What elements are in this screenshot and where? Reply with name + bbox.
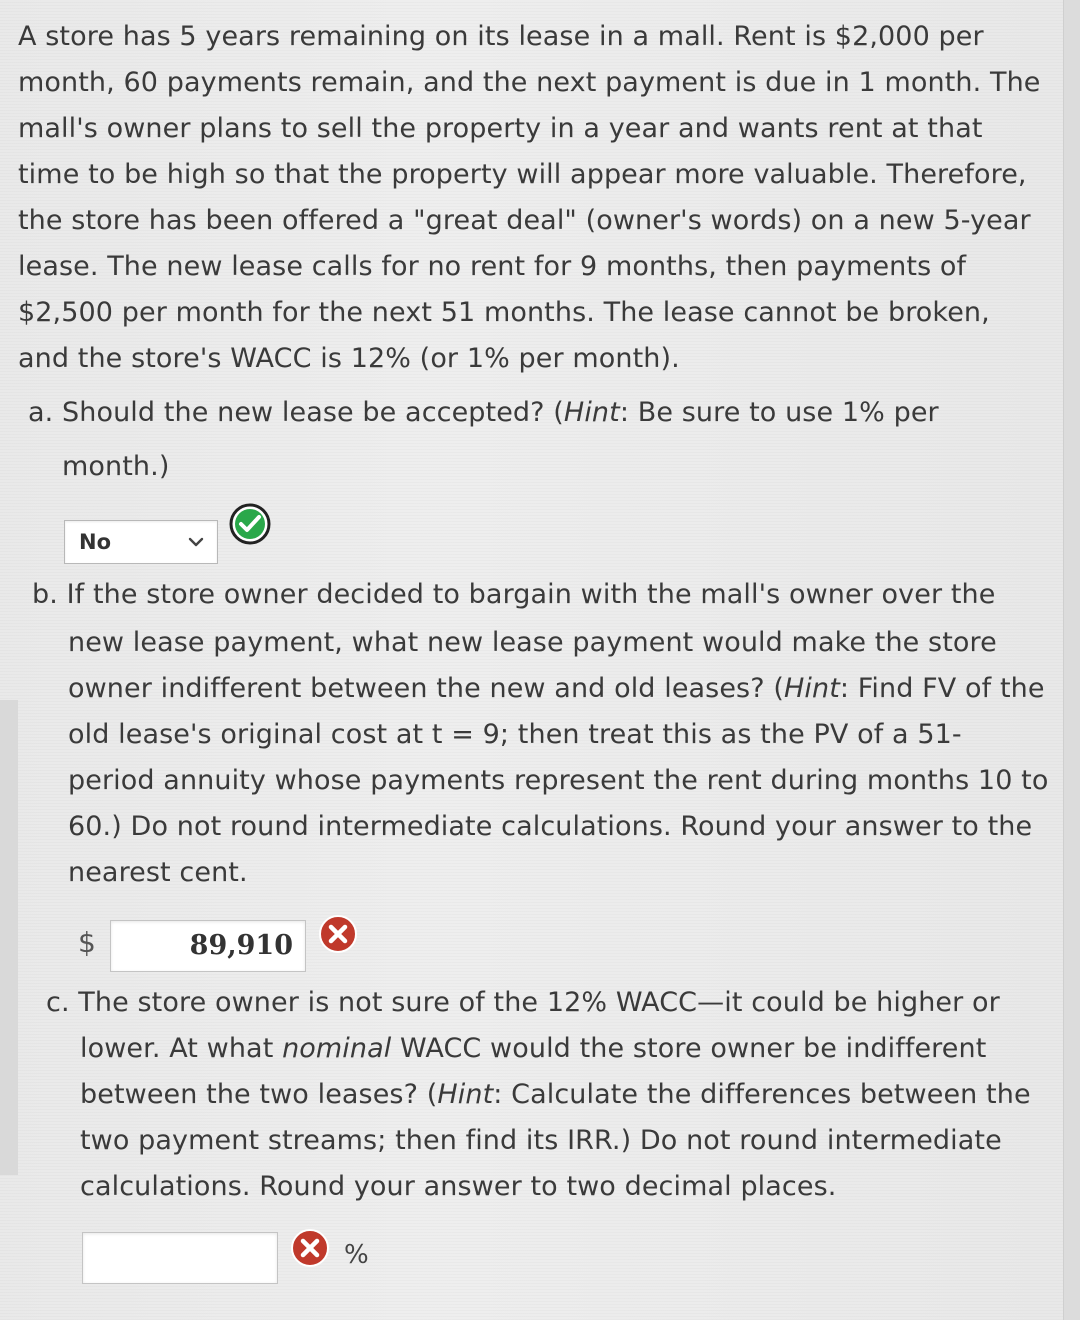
right-scrollbar-track[interactable] — [1063, 0, 1080, 1320]
x-circle-icon — [318, 914, 358, 954]
hint-label: Hint — [437, 1079, 494, 1110]
accept-lease-select[interactable] — [64, 520, 218, 564]
question-c-text: c. The store owner is not sure of the 12% WACC—it could be higher or — [46, 987, 1000, 1018]
hint-label: Hint — [783, 673, 840, 704]
hint-label: Hint — [563, 397, 620, 428]
percent-unit: % — [344, 1240, 369, 1270]
problem-statement — [18, 14, 1041, 382]
intro-line: lease. The new lease calls for no rent for 9 months, then payments of — [18, 251, 967, 282]
currency-symbol: $ — [78, 926, 96, 959]
intro-line: A store has 5 years remaining on its lease in a mall. Rent is $2,000 per — [18, 21, 984, 52]
question-c-text-cont: lower. At what nominal WACC would the store owner be indifferent between the two leases? (Hint: Calculate the differences between the two payment streams; then find its IRR.) Do not round intermediate calculations. Round your answer to two decimal places. — [80, 1033, 1031, 1202]
select-value: No — [79, 530, 112, 554]
intro-line: mall's owner plans to sell the property in a year and wants rent at that — [18, 113, 983, 144]
x-circle-icon — [290, 1228, 330, 1268]
chevron-down-icon — [187, 533, 205, 551]
left-edge-shadow — [0, 700, 18, 1175]
question-b-text: b. If the store owner decided to bargain with the mall's owner over the — [32, 579, 996, 610]
question-b-text-cont: new lease payment, what new lease payment would make the store owner indifferent between the new and old leases? (Hint: Find FV of the old lease's original cost at t = 9; then treat this as the PV of a 51- period annuity whose payments represent the rent during months 10 to 60.) Do not round intermediate calculations. Round your answer to the nearest cent. — [68, 627, 1049, 888]
check-circle-icon — [228, 502, 272, 546]
intro-line: and the store's WACC is 12% (or 1% per month). — [18, 343, 680, 374]
nominal-word: nominal — [282, 1033, 392, 1064]
question-a-text-cont: month.) — [62, 451, 170, 482]
intro-line: month, 60 payments remain, and the next payment is due in 1 month. The — [18, 67, 1041, 98]
intro-line: the store has been offered a "great deal" (owner's words) on a new 5-year — [18, 205, 1031, 236]
intro-line: $2,500 per month for the next 51 months. The lease cannot be broken, — [18, 297, 990, 328]
wacc-input[interactable] — [82, 1232, 278, 1284]
question-a-text: a. Should the new lease be accepted? (Hint: Be sure to use 1% per — [28, 397, 939, 428]
intro-line: time to be high so that the property will appear more valuable. Therefore, — [18, 159, 1027, 190]
lease-payment-input[interactable]: 89,910 — [110, 920, 306, 972]
